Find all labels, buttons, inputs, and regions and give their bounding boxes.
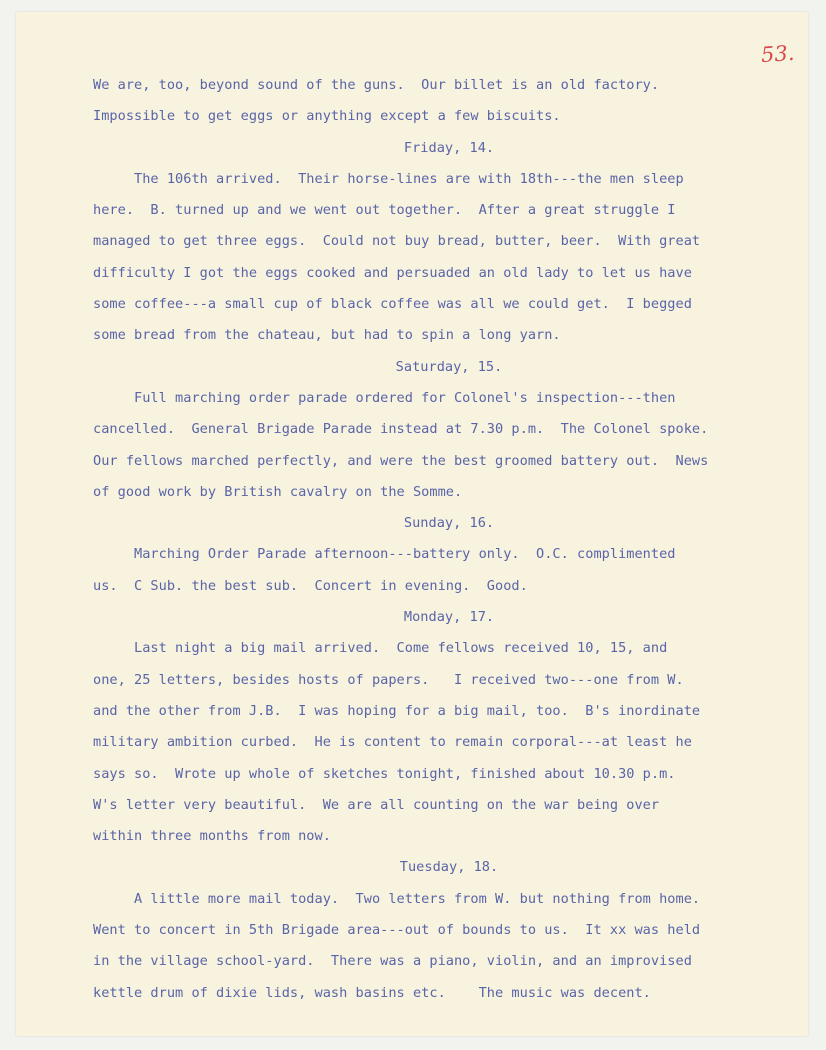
date-heading: Friday, 14. [403, 139, 495, 156]
text-line: says so. Wrote up whole of sketches tonight, finished about 10.30 p.m. [93, 765, 676, 782]
date-heading: Tuesday, 18. [399, 859, 499, 876]
text-line: managed to get three eggs. Could not buy bread, butter, beer. With great [93, 233, 701, 250]
text-line: us. C Sub. the best sub. Concert in evening. Good. [93, 577, 528, 594]
text-line: W's letter very beautiful. We are all counting on the war being over [93, 796, 660, 813]
typed-text-body [93, 70, 805, 1009]
typed-page [16, 12, 808, 1036]
text-line: of good work by British cavalry on the Somme. [93, 483, 463, 500]
date-heading: Saturday, 15. [395, 358, 503, 375]
text-line: A little more mail today. Two letters from W. but nothing from home. [93, 890, 701, 907]
text-line: Last night a big mail arrived. Come fellows received 10, 15, and [93, 640, 668, 657]
text-line: Marching Order Parade afternoon---battery only. O.C. complimented [93, 546, 676, 563]
text-line: difficulty I got the eggs cooked and persuaded an old lady to let us have [93, 264, 692, 281]
text-line: Went to concert in 5th Brigade area---out of bounds to us. It xx was held [93, 922, 701, 939]
text-line: here. B. turned up and we went out together. After a great struggle I [93, 202, 676, 219]
date-heading: Monday, 17. [403, 609, 495, 626]
date-heading: Sunday, 16. [403, 515, 495, 532]
text-line: Impossible to get eggs or anything except a few biscuits. [93, 108, 561, 125]
text-line: military ambition curbed. He is content to remain corporal---at least he [93, 734, 692, 751]
text-line: kettle drum of dixie lids, wash basins etc. The music was decent. [93, 984, 651, 1001]
text-line: Full marching order parade ordered for Colonel's inspection---then [93, 389, 676, 406]
text-line: one, 25 letters, besides hosts of papers. I received two---one from W. [93, 671, 684, 688]
text-line: The 106th arrived. Their horse-lines are with 18th---the men sleep [93, 170, 684, 187]
text-line: in the village school-yard. There was a piano, violin, and an improvised [93, 953, 692, 970]
text-line: some coffee---a small cup of black coffee was all we could get. I begged [93, 296, 692, 313]
text-line: some bread from the chateau, but had to spin a long yarn. [93, 327, 561, 344]
text-line: We are, too, beyond sound of the guns. Our billet is an old factory. [93, 77, 660, 93]
text-line: within three months from now. [93, 828, 331, 845]
text-line: cancelled. General Brigade Parade instead at 7.30 p.m. The Colonel spoke. [93, 421, 709, 438]
text-line: and the other from J.B. I was hoping for a big mail, too. B's inordinate [93, 702, 701, 719]
page-number: 53. [760, 40, 796, 68]
text-line: Our fellows marched perfectly, and were the best groomed battery out. News [93, 452, 709, 469]
